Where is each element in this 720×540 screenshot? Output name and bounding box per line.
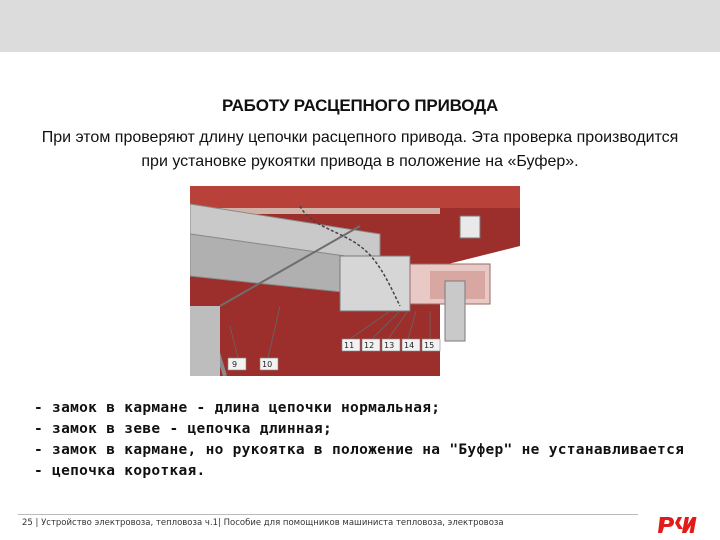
label-9: 9: [232, 360, 238, 369]
label-14: 14: [404, 341, 415, 350]
label-12: 12: [364, 341, 375, 350]
coupler-housing: [340, 256, 410, 311]
rzd-logo-icon: [656, 513, 704, 535]
bullet-list: [34, 398, 694, 482]
bullet-item: - замок в зеве - цепочка длинная;: [34, 421, 332, 437]
label-10: 10: [262, 360, 273, 369]
footer: [22, 518, 504, 528]
footer-text: Устройство электровоза, тепловоза ч.1| Пособие для помощников машиниста тепловоза, электровоза: [41, 518, 504, 528]
uncoupling-drive-illustration: [190, 186, 520, 376]
intro-paragraph: При этом проверяют длину цепочки расцепного привода. Эта проверка производится при установке рукоятки привода в положение на «Буфер».: [41, 129, 679, 170]
label-15: 15: [424, 341, 435, 350]
bullet-item: - замок в кармане - длина цепочки нормальная;: [34, 400, 441, 416]
page-number: 25: [22, 518, 33, 528]
footer-divider: [18, 514, 638, 515]
label-11: 11: [344, 341, 355, 350]
footer-separator: |: [35, 518, 42, 528]
slide-title: РАБОТУ РАСЦЕПНОГО ПРИВОДА: [221, 96, 499, 115]
top-bar: [0, 0, 720, 52]
label-13: 13: [384, 341, 395, 350]
bullet-item: - замок в кармане, но рукоятка в положение на "Буфер" не устанавливается - цепочка короткая.: [34, 442, 694, 479]
